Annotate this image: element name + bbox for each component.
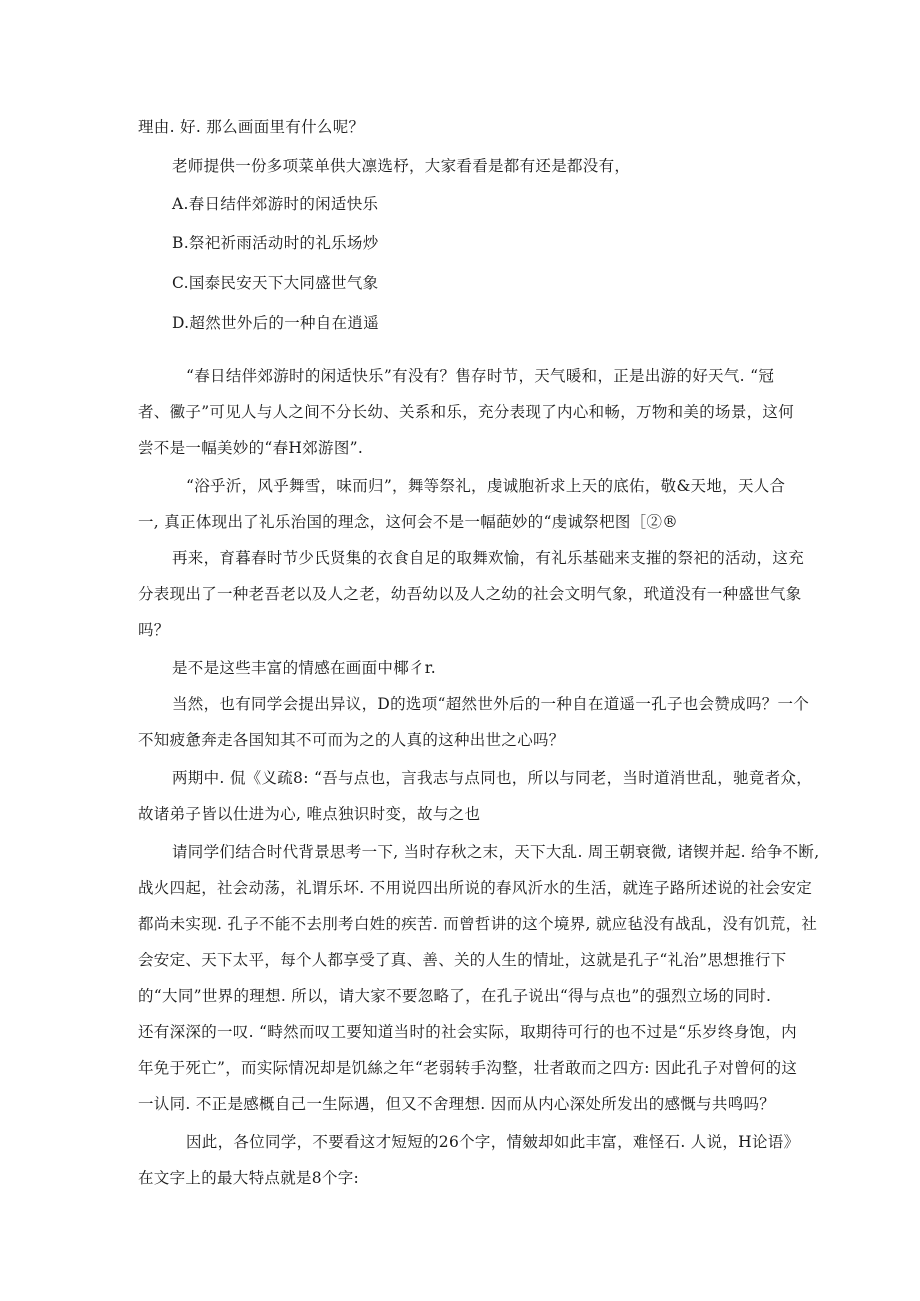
text-line: 的“大同”世界的理想. 所以，请大家不要忽略了，在孔子说出“得与点也”的强烈立场的同时. [138, 987, 772, 1005]
text-line: 者、鰴子”可见人与人之间不分长幼、关系和乐，充分表现了内心和畅，万物和美的场景，这何 [138, 403, 795, 421]
text-line: 理由. 好. 那么画面里有什么呢？ [138, 118, 365, 136]
text-line: 年免于死亡”，而实际情况却是饥絲之年“老弱转手沟整，壮者敢而之四方: 因此孔子对曾何的这 [138, 1059, 798, 1077]
text-line: 分表现出了一种老吾老以及人之老，幼吾幼以及人之幼的社会文明气象，玳道没有一种盛世气象 [138, 585, 802, 603]
text-line: 当然，也有同学会提出异议，D的选项“超然世外后的一种自在道遥一孔子也会赞成吗？一个 [172, 695, 810, 713]
text-line: 战火四起，社会动荡，礼谓乐坏. 不用说四出所说的春风沂水的生活，就连子路所述说的社会安定 [138, 879, 813, 897]
text-line: 在文字上的最大特点就是8个字: [138, 1169, 360, 1187]
option-d: D.超然世外后的一种自在逍遥 [172, 314, 380, 332]
text-line: 都尚未实现. 孔子不能不去刖考白姓的疾苦. 而曾哲讲的这个境界, 就应毡没有战乱，没有饥荒，社 [138, 915, 818, 933]
text-line: 再来，育暮春时节少氏贤集的衣食自足的取舞欢愉，有礼乐基础来支摧的祭祀的活动，这充 [172, 549, 805, 567]
text-line: “浴乎沂，风乎舞雪，味而归”，舞等祭礼，虔诚胞祈求上天的底佑，敬&天地，天人合 [186, 477, 786, 495]
text-line: 故诸弟子皆以仕进为心, 唯点独识时变，故与之也 [138, 805, 481, 823]
text-line: 两期中. 侃《义疏8: “吾与点也，言我志与点同也，所以与同老，当时道消世乱，驰竟者众， [172, 769, 812, 787]
text-line: 不知疲惫奔走各国知其不可而为之的人真的这种出世之心吗？ [138, 731, 565, 749]
text-line: 因此，各位同学，不要看这才短短的26个字，情皴却如此丰富，难怪石. 人说，H论语》 [186, 1133, 800, 1151]
text-line: 是不是这些丰富的情感在画面中椰彳r. [172, 659, 437, 677]
text-line: 一认同. 不正是感概自己一生际遇，但又不舍理想. 因而从内心深处所发出的感慨与共鸣吗？ [138, 1095, 776, 1113]
text-line: 尝不是一幅美妙的“春H郊游图”. [138, 439, 364, 457]
text-line: 会安定、天下太平，每个人都享受了真、善、关的人生的情址，这就是孔子“礼治”思想推行下 [138, 951, 787, 969]
text-line: “春日结伴郊游时的闲适快乐”有没有？售存时节，天气暖和，正是出游的好天气. “冠 [186, 367, 775, 385]
option-b: B.祭祀祈雨活动时的礼乐场炒 [172, 234, 379, 252]
text-line: 请同学们结合时代背景思考一下, 当时存秋之末，天下大乱. 周王朝衰微, 诸锲并起. 给争不断, [172, 843, 820, 861]
text-line: 一, 真正体现出了礼乐治国的理念，这何会不是一幅葩妙的“虔诚祭杷图［②® [138, 513, 679, 531]
text-line: 老师提供一份多项菜单供大凛选杼，大家看看是都有还是都没有， [172, 157, 631, 175]
text-line: 吗？ [138, 621, 170, 639]
text-line: 还有深深的一叹. “畤然而叹工要知道当时的社会实际，取期待可行的也不过是“乐岁终身饱，内 [138, 1023, 797, 1041]
option-a: A.春日结伴郊游时的闲适快乐 [172, 195, 379, 213]
option-c: C.国泰民安天下大同盛世气象 [172, 274, 379, 292]
